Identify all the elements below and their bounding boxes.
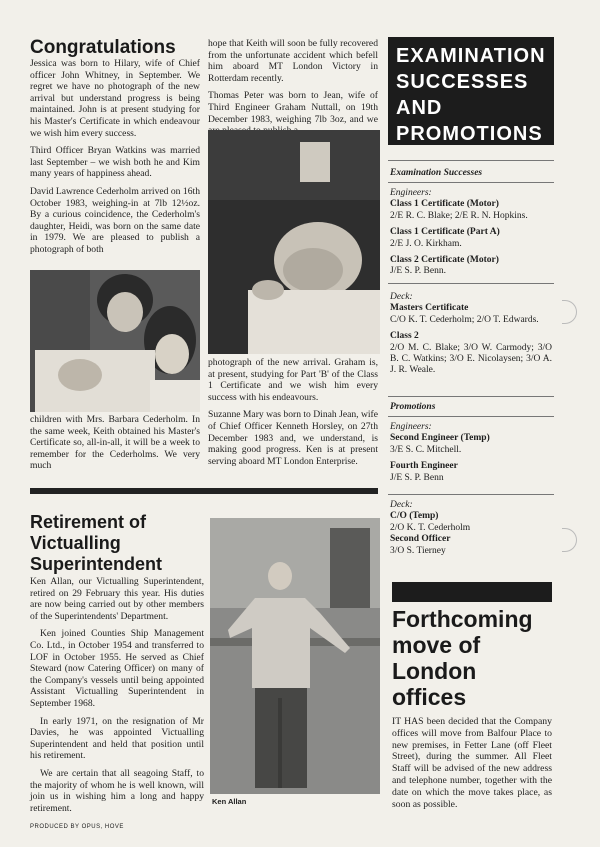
congrats-paragraph-1: Jessica was born to Hilary, wife of Chief officer John Whitney, in September. We regret we have no photograph of the new arrival but understand progress is being maintained. John is at present studying for his Master's Certificate in which endeavour we wish him every success. [30,58,200,139]
promo-engineers-label: Engineers: [390,422,432,432]
binder-hole-mark [562,300,577,324]
retirement-paragraph-3: In early 1971, on the resignation of Mr Davies, he was appointed Victualling Superintendent and held that position until his retirement. [30,715,204,762]
congratulations-title: Congratulations [30,37,176,58]
ken-allan-caption: Ken Allan [212,797,247,806]
move-title-line-2: move of [392,632,481,658]
exam-heading-line-1: EXAMINATION [396,45,546,67]
promotions-deck-list [390,500,552,557]
move-body: IT HAS been decided that the Company offices will move from Balfour Place to new premises, in Fetter Lane (off Fleet Street), during the summer. All Fleet Staff will be advised of the new address and telephone number, together with the date on which the move takes place, as soon as possible. [392,716,552,810]
rank-holder: 3/E S. C. Mitchell. [390,444,462,455]
promotion-entry [390,461,552,484]
binder-hole-mark [562,528,577,552]
congrats-paragraph-7: photograph of the new arrival. Graham is, at present, studying for Part 'B' of the Class 1 Certificate and we wish him every success with his endeavours. [208,357,378,403]
cert-holders: 2/O M. C. Blake; 3/O W. Carmody; 3/O B. C. Watkins; 3/O E. Nicolaysen; 3/O A. J. R. Weale. [390,342,552,376]
congrats-paragraph-8: Suzanne Mary was born to Dinah Jean, wife of Chief Officer Kenneth Horsley, on 27th December 1983 and, we understand, is making good progress. Ken is at present serving aboard MT London Enterprise. [208,409,378,467]
retirement-title [30,512,210,575]
congrats-paragraph-2: Third Officer Bryan Watkins was married last September – we wish both he and Kim many years of happiness ahead. [30,145,200,180]
move-title [392,606,552,710]
promotions-title: Promotions [390,402,436,412]
promo-deck-label: Deck: [390,500,413,510]
exam-heading-line-3: AND [396,97,443,119]
retirement-paragraph-1: Ken Allan, our Victualling Superintendent, retired on 29 February this year. His duties are now being carried out by other members of the Superintendents' Department. [30,576,204,622]
rank-holder: J/E S. P. Benn [390,472,444,483]
cert-holders: 2/E R. C. Blake; 2/E R. N. Hopkins. [390,210,528,221]
footer-credit: PRODUCED BY OPUS, HOVE [30,824,124,830]
promotions-rule [388,416,554,417]
ken-allan-photo [210,518,380,794]
rank-holder: 2/O K. T. Cederholm [390,522,471,533]
rank-name: Fourth Engineer [390,461,458,472]
promotions-engineers-list [390,422,552,489]
exam-successes-rule [388,182,554,183]
examination-heading-box [388,37,554,145]
exam-engineers-list [390,188,552,283]
engineers-label: Engineers: [390,188,432,198]
congrats-column-2 [208,38,378,143]
promotions-top-rule [388,396,554,397]
cert-name: Class 2 [390,331,419,342]
cederholm-family-photo [30,270,200,412]
rank-name: Second Engineer (Temp) [390,433,490,444]
congrats-column-1 [30,58,200,262]
cert-name: Class 1 Certificate (Part A) [390,227,500,238]
congrats-paragraph-4: children with Mrs. Barbara Cederholm. In the same week, Keith obtained his Master's Certificate so, all-in-all, it will be a week to remember for the Cederholms. We very much [30,414,200,472]
exam-successes-title: Examination Successes [390,168,483,178]
exam-entry [390,227,552,250]
cert-name: Class 1 Certificate (Motor) [390,199,499,210]
retirement-title-line-3: Superintendent [30,554,163,574]
congrats-paragraph-6: Thomas Peter was born to Jean, wife of Third Engineer Graham Nuttall, on 19th December 1983, weighing 7lb 3oz, and we [208,90,378,125]
rank-name: C/O (Temp) [390,511,439,522]
retirement-title-line-2: Victualling [30,533,121,553]
cert-name: Class 2 Certificate (Motor) [390,255,499,266]
move-top-bar [392,582,552,602]
retirement-paragraph-2: Ken joined Counties Ship Management Co. Ltd., in October 1954 and transferred to LOF in October 1955. He served as Chief Steward (now Catering Officer) on many of the Company's vessels until being appointed Assistant Victualling Superintendent in September 1968. [30,628,204,709]
promotion-entry [390,511,552,534]
cert-holders: 2/E J. O. Kirkham. [390,238,462,249]
rank-name: Second Officer [390,534,451,545]
cert-name: Masters Certificate [390,303,469,314]
exam-entry [390,255,552,278]
promotion-entry [390,433,552,456]
move-title-line-3: London [392,658,477,684]
exam-entry [390,199,552,222]
exam-heading-line-4: PROMOTIONS [396,123,543,145]
congrats-paragraph-3: David Lawrence Cederholm arrived on 16th October 1983, weighing-in at 7lb 12½oz. By a curious coincidence, the Cederholm's daughter, Heidi, was born on the same date in 1979. We are pleased to publish a photograph of both [30,185,200,255]
exam-entry [390,303,552,326]
exam-mid-rule [388,283,554,284]
exam-deck-list [390,292,552,382]
exam-heading-line-2: SUCCESSES [396,71,529,93]
promotions-mid-rule [388,494,554,495]
rank-holder: 3/O S. Tierney [390,545,446,556]
baby-thomas-photo [208,130,380,354]
retirement-title-line-1: Retirement of [30,512,147,532]
move-title-line-4: offices [392,684,467,710]
retirement-body [30,576,204,820]
cert-holders: J/E S. P. Benn. [390,266,446,277]
promotion-entry [390,534,552,557]
cert-holders: C/O K. T. Cederholm; 2/O T. Edwards. [390,314,539,325]
exam-top-rule [388,160,554,161]
retirement-paragraph-4: We are certain that all seagoing Staff, to the majority of whom he is well known, will join us in wishing him a long and happy retirement. [30,767,204,814]
deck-label: Deck: [390,292,413,302]
congrats-column-2b [208,357,378,473]
exam-entry [390,331,552,377]
section-divider [30,488,378,494]
congrats-column-1b [30,414,200,478]
move-title-line-1: Forthcoming [392,606,533,632]
congrats-paragraph-5: hope that Keith will soon be fully recovered from the unfortunate accident which befell him aboard MT London Victory in Rotterdam recently. [208,38,378,84]
